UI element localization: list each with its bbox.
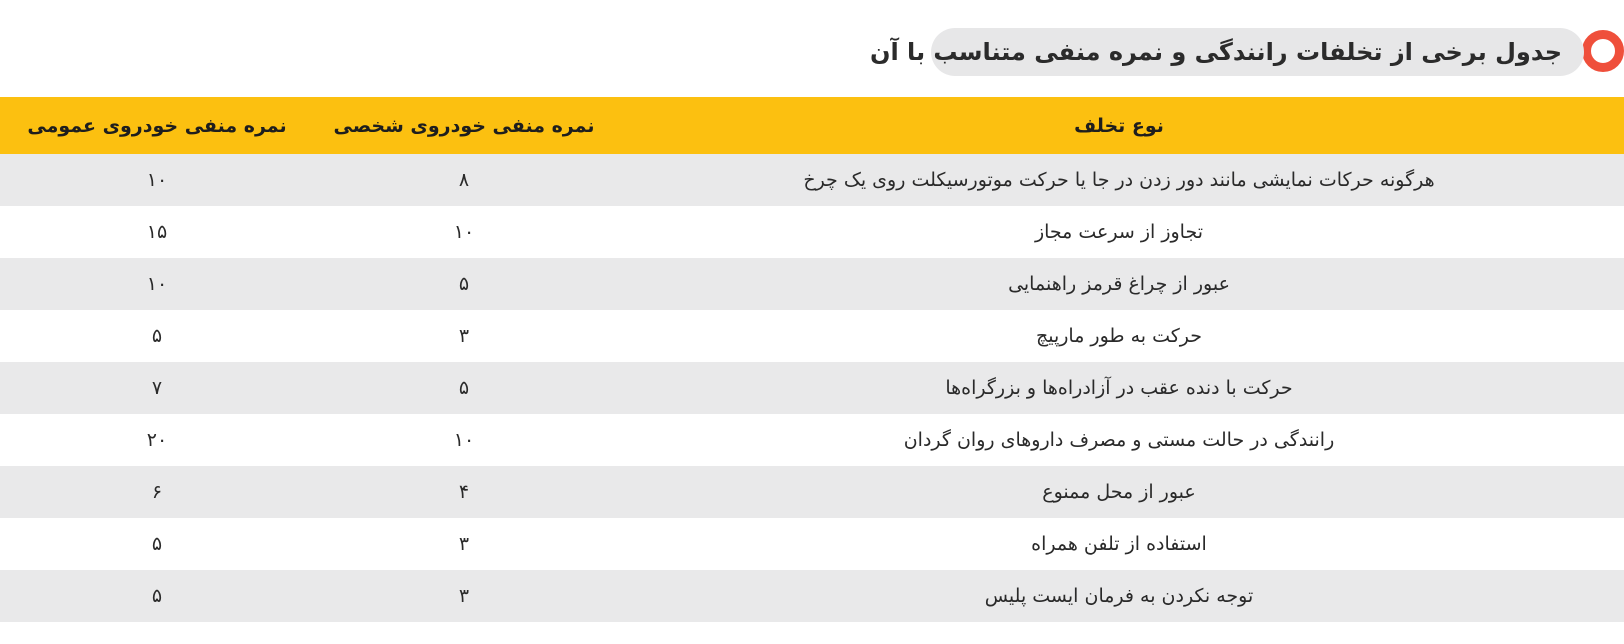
violation-cell: هرگونه حرکات نمایشی مانند دور زدن در جا یا حرکت موتورسیکلت روی یک چرخ (614, 154, 1624, 206)
table-row (0, 362, 1624, 414)
violation-cell: توجه نکردن به فرمان ایست پلیس (614, 570, 1624, 622)
public-car-score-cell: ۵ (0, 518, 314, 570)
table-row (0, 466, 1624, 518)
table-row (0, 518, 1624, 570)
violations-table (0, 97, 1624, 622)
table-header-row (0, 97, 1624, 154)
private-car-score-cell: ۵ (314, 362, 614, 414)
violation-cell: عبور از محل ممنوع (614, 466, 1624, 518)
violation-cell: حرکت به طور مارپیچ (614, 310, 1624, 362)
table-row (0, 414, 1624, 466)
title-bullet-icon (1582, 30, 1624, 72)
table-row (0, 310, 1624, 362)
violation-cell: استفاده از تلفن همراه (614, 518, 1624, 570)
private-car-score-cell: ۳ (314, 518, 614, 570)
column-header-private-car: نمره منفی خودروی شخصی (314, 97, 614, 154)
private-car-score-cell: ۳ (314, 310, 614, 362)
public-car-score-cell: ۷ (0, 362, 314, 414)
private-car-score-cell: ۸ (314, 154, 614, 206)
public-car-score-cell: ۶ (0, 466, 314, 518)
private-car-score-cell: ۴ (314, 466, 614, 518)
violation-cell: عبور از چراغ قرمز راهنمایی (614, 258, 1624, 310)
title-pill (869, 28, 1584, 76)
public-car-score-cell: ۵ (0, 310, 314, 362)
public-car-score-cell: ۱۵ (0, 206, 314, 258)
table-row (0, 258, 1624, 310)
table-header (0, 97, 1624, 154)
table-row (0, 206, 1624, 258)
page-title: جدول برخی از تخلفات رانندگی و نمره منفی متناسب با آن (869, 38, 1562, 66)
private-car-score-cell: ۱۰ (314, 206, 614, 258)
public-car-score-cell: ۱۰ (0, 154, 314, 206)
private-car-score-cell: ۱۰ (314, 414, 614, 466)
column-header-public-car: نمره منفی خودروی عمومی (0, 97, 314, 154)
public-car-score-cell: ۵ (0, 570, 314, 622)
public-car-score-cell: ۲۰ (0, 414, 314, 466)
private-car-score-cell: ۳ (314, 570, 614, 622)
table-row (0, 154, 1624, 206)
column-header-violation: نوع تخلف (614, 97, 1624, 154)
violation-cell: تجاوز از سرعت مجاز (614, 206, 1624, 258)
table-body (0, 154, 1624, 622)
violation-cell: رانندگی در حالت مستی و مصرف داروهای روان گردان (614, 414, 1624, 466)
public-car-score-cell: ۱۰ (0, 258, 314, 310)
table-row (0, 570, 1624, 622)
violation-cell: حرکت با دنده عقب در آزادراه‌ها و بزرگراه‌ها (614, 362, 1624, 414)
private-car-score-cell: ۵ (314, 258, 614, 310)
